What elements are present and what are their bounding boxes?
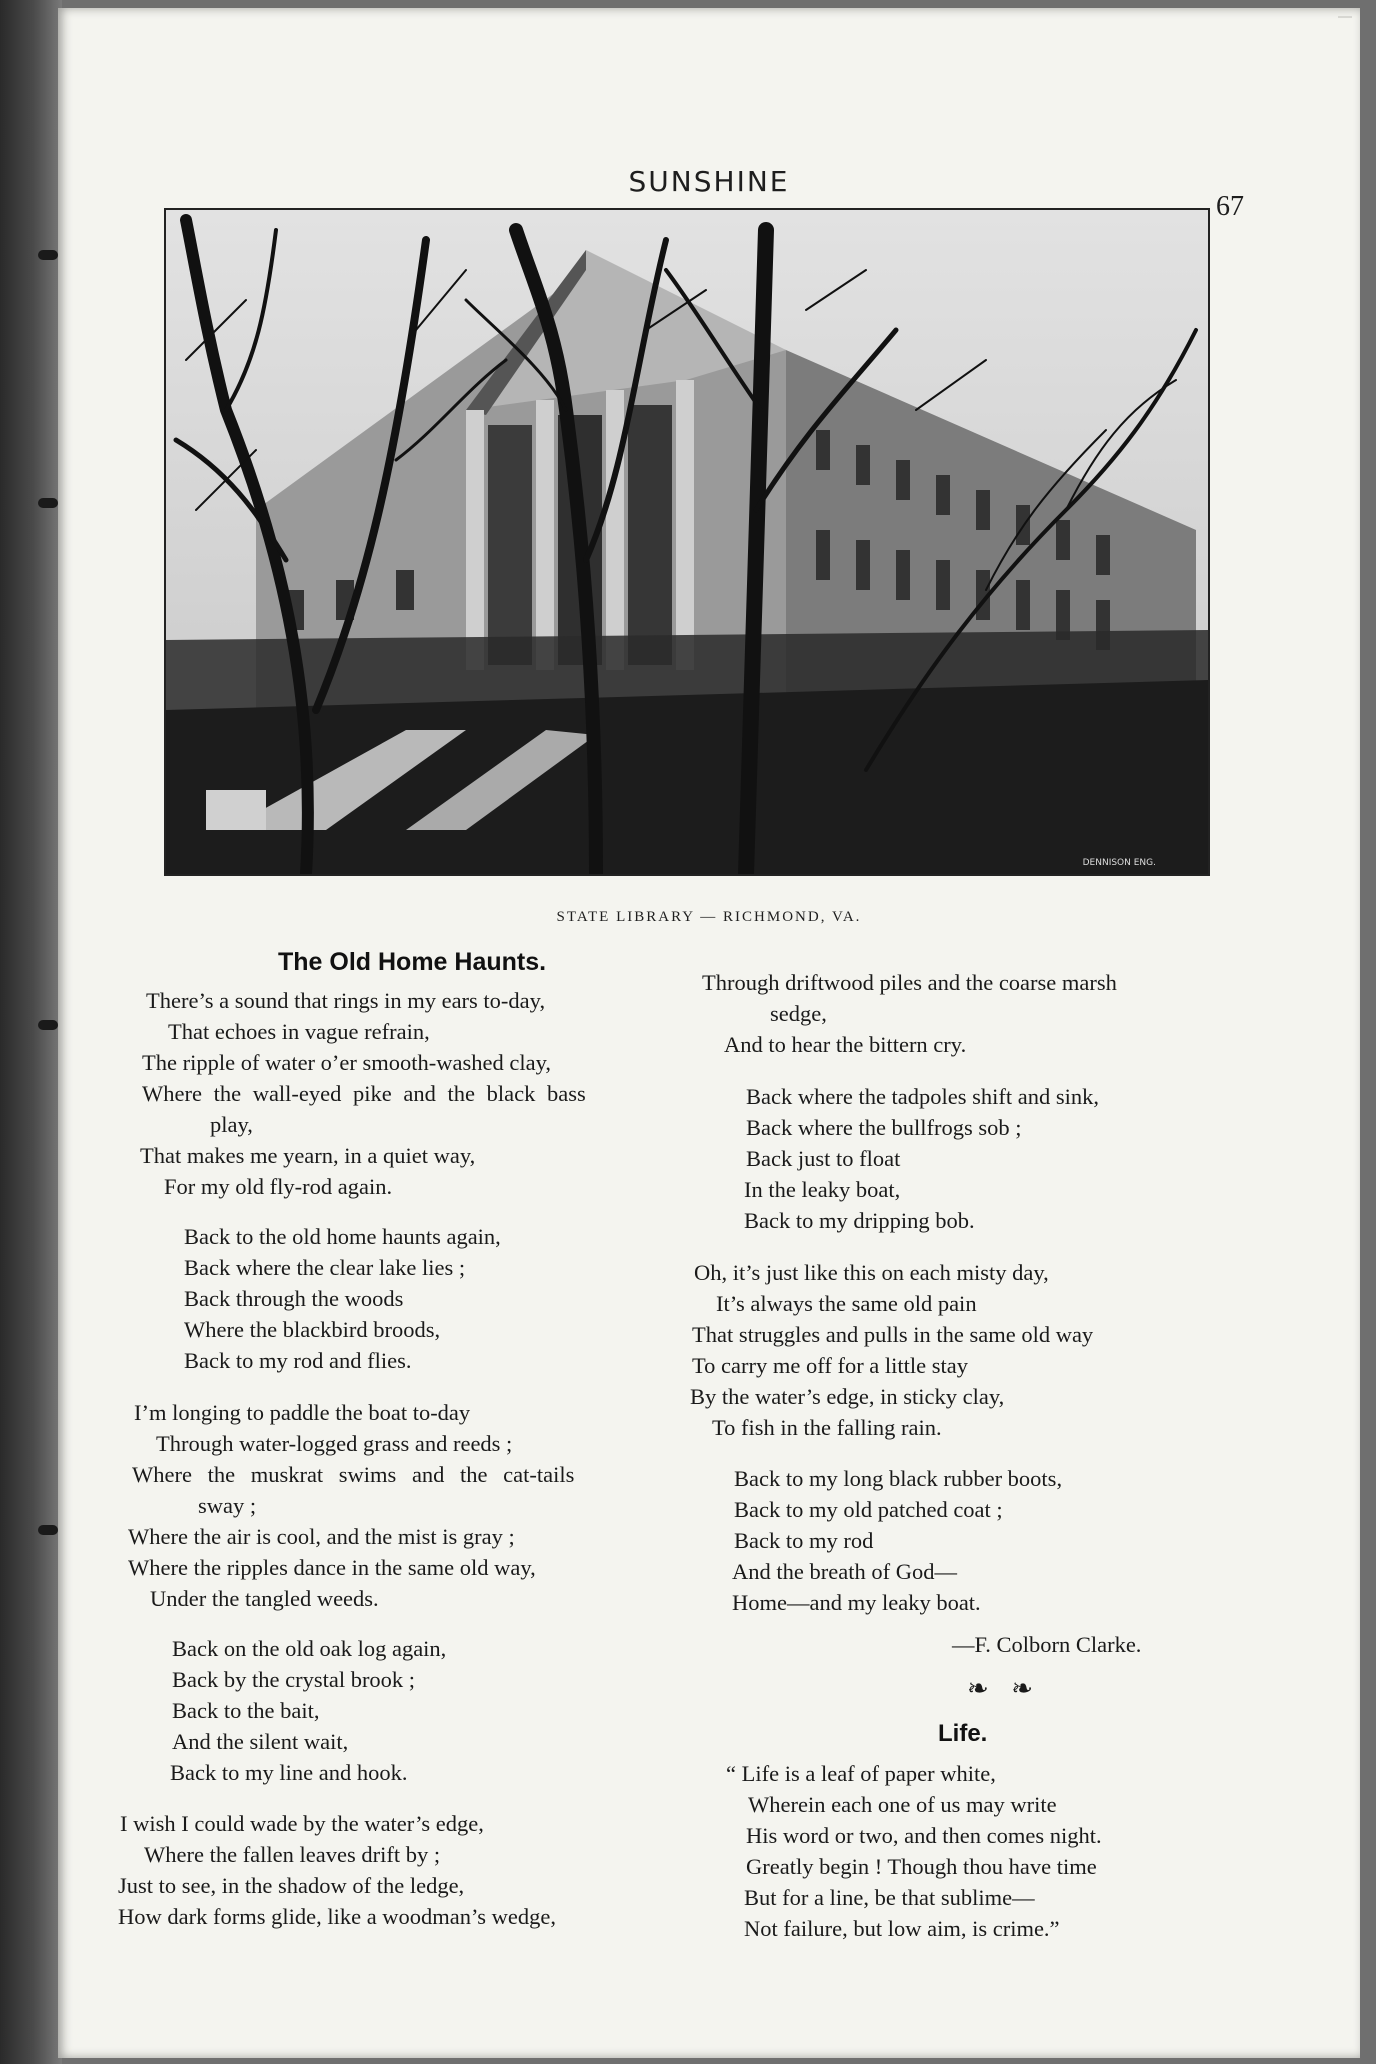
poem-line: Through water-logged grass and reeds ; [156, 1431, 513, 1456]
poem-line: Where the fallen leaves drift by ; [144, 1842, 441, 1867]
poem-line: Home—and my leaky boat. [732, 1590, 981, 1615]
poem-line: And to hear the bittern cry. [724, 1032, 967, 1057]
poem-line: play, [210, 1112, 253, 1137]
poem-line: Where the air is cool, and the mist is gray ; [128, 1524, 515, 1549]
poem-line: And the breath of God— [732, 1559, 957, 1584]
engraver-mark: DENNISON ENG. [1082, 858, 1156, 868]
poem-title: Life. [938, 1720, 988, 1747]
poem-line: That struggles and pulls in the same old way [692, 1322, 1094, 1347]
poem-line: By the water’s edge, in sticky clay, [690, 1384, 1005, 1409]
poem-line: Back through the woods [184, 1286, 404, 1311]
poem-line: For my old fly-rod again. [164, 1174, 393, 1199]
poem-line: There’s a sound that rings in my ears to-day, [146, 988, 546, 1013]
poem-line: Back to my dripping bob. [744, 1208, 975, 1233]
poem-line: Just to see, in the shadow of the ledge, [118, 1873, 465, 1898]
poem-line: His word or two, and then comes night. [746, 1823, 1102, 1848]
poem-line: Back on the old oak log again, [172, 1636, 447, 1661]
building-photo-icon [166, 210, 1208, 874]
poem-line: Not failure, but low aim, is crime.” [744, 1916, 1060, 1941]
poem-line: Back to the old home haunts again, [184, 1224, 501, 1249]
poem-line: How dark forms glide, like a woodman’s wedge, [118, 1904, 557, 1929]
poem-line: I’m longing to paddle the boat to-day [134, 1400, 471, 1425]
poem-line: And the silent wait, [172, 1729, 349, 1754]
page-edge [1338, 16, 1352, 70]
poem-line: Back where the clear lake lies ; [184, 1255, 466, 1280]
running-head: SUNSHINE [628, 165, 790, 198]
binder-spine [0, 0, 62, 2064]
poem-line: That makes me yearn, in a quiet way, [140, 1143, 476, 1168]
poem-line: Back to my rod and flies. [184, 1348, 412, 1373]
poem-line: Back where the bullfrogs sob ; [746, 1115, 1022, 1140]
poem-line: sedge, [770, 1001, 827, 1026]
binder-ring [38, 1020, 58, 1030]
binder-ring [38, 1525, 58, 1535]
photo-caption: STATE LIBRARY — RICHMOND, VA. [556, 909, 862, 925]
poem-line: Greatly begin ! Though thou have time [746, 1854, 1097, 1879]
poem-attribution: —F. Colborn Clarke. [952, 1632, 1142, 1657]
poem-line: Back just to float [746, 1146, 901, 1171]
poem-line: Back where the tadpoles shift and sink, [746, 1084, 1100, 1109]
magazine-page [58, 8, 1360, 2058]
poem-line: Under the tangled weeds. [150, 1586, 379, 1611]
page-number: 67 [1216, 191, 1244, 222]
poem-line: But for a line, be that sublime— [744, 1885, 1035, 1910]
poem-line: That echoes in vague refrain, [168, 1019, 430, 1044]
poem-line: Where the muskrat swims and the cat-tails [132, 1462, 575, 1487]
poem-line: Back by the crystal brook ; [172, 1667, 416, 1692]
poem-line: Where the wall-eyed pike and the black bass [142, 1081, 586, 1106]
poem-line: In the leaky boat, [744, 1177, 901, 1202]
binder-ring [38, 250, 58, 260]
poem-line: “ Life is a leaf of paper white, [726, 1761, 996, 1786]
poem-line: Back to my old patched coat ; [734, 1497, 1003, 1522]
poem-line: To fish in the falling rain. [712, 1415, 942, 1440]
section-ornament: ❧ ❧ [967, 1674, 1042, 1703]
poem-line: Through driftwood piles and the coarse marsh [702, 970, 1117, 995]
poem-line: Where the ripples dance in the same old way, [128, 1555, 536, 1580]
poem-line: The ripple of water o’er smooth-washed clay, [142, 1050, 552, 1075]
poem-line: sway ; [198, 1493, 257, 1518]
building-photo [164, 208, 1210, 876]
poem-title: The Old Home Haunts. [278, 948, 547, 976]
poem-line: Oh, it’s just like this on each misty day, [694, 1260, 1049, 1285]
poem-line: Back to my long black rubber boots, [734, 1466, 1063, 1491]
poem-line: Back to the bait, [172, 1698, 320, 1723]
poem-line: To carry me off for a little stay [692, 1353, 969, 1378]
poem-line: I wish I could wade by the water’s edge, [120, 1811, 484, 1836]
poem-line: Back to my rod [734, 1528, 874, 1553]
poem-line: Back to my line and hook. [170, 1760, 408, 1785]
poem-line: It’s always the same old pain [716, 1291, 977, 1316]
poem-line: Where the blackbird broods, [184, 1317, 441, 1342]
binder-ring [38, 498, 58, 508]
poem-line: Wherein each one of us may write [748, 1792, 1057, 1817]
